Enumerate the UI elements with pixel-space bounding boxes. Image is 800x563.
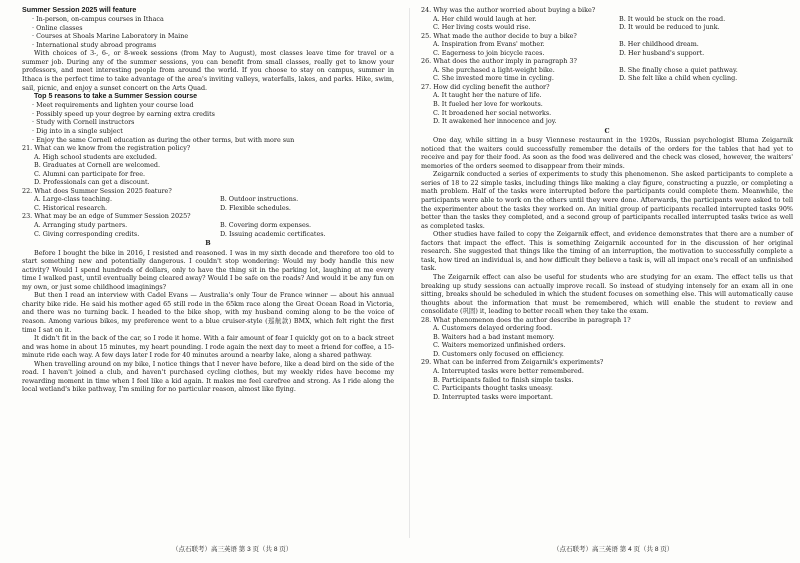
answer-option[interactable]: B. Her childhood dream. (619, 40, 699, 49)
list-item: · Online classes (32, 24, 394, 33)
answer-option[interactable]: C. Alumni can participate for free. (34, 169, 146, 178)
right-page (421, 6, 793, 401)
passage-paragraph: The Zeigarnik effect can also be useful for students who are studying for an exam. The effect tells us that breaking up study sessions can actually improve recall. So instead of studying intensely for an exam all in one sitting, breaks should be scheduled in which the student focuses on something else. This will automatically cause thoughts about the information that must be remembered, which will enable the student to review and consolidate (巩固) it, leading to better recall when they take the exam. (421, 272, 793, 316)
answer-option[interactable]: B. She finally chose a quiet pathway. (619, 65, 738, 74)
list-item: · In-person, on-campus courses in Ithaca (32, 15, 394, 24)
summer-session-heading: Summer Session 2025 will feature (22, 6, 137, 14)
answer-option[interactable]: D. It awakened her innocence and joy. (433, 117, 557, 126)
question-24 (421, 6, 793, 32)
list-item: · International study abroad programs (32, 41, 394, 50)
passage-paragraph: Other studies have failed to copy the Zeigarnik effect, and evidence demonstrates that there are a number of factors that impact the effect. This is something Zeigarnik accounted for in the discussion of her original research. She suggested that things like the timing of an interruption, the motivation to successfully complete a task, how tired an individual is, and how difficult they believe a task is, will all impact one's recall of an unfinished task. (421, 230, 793, 273)
answer-option[interactable]: D. Interrupted tasks were important. (433, 392, 553, 401)
question-stem: 24. Why was the author worried about buying a bike? (421, 6, 596, 14)
question-stem: 21. What can we know from the registration policy? (22, 144, 191, 153)
answer-option[interactable]: A. She purchased a light-weight bike. (433, 65, 555, 74)
answer-option[interactable]: D. Flexible schedules. (220, 203, 291, 212)
left-page (22, 6, 394, 394)
question-stem: 27. How did cycling benefit the author? (421, 82, 550, 91)
question-stem: 22. What does Summer Session 2025 feature? (22, 186, 172, 195)
answer-option[interactable]: C. Historical research. (34, 203, 108, 212)
question-23 (22, 212, 394, 238)
list-item: · Study with Cornell instructors (32, 118, 394, 127)
passage-paragraph: It didn't fit in the back of the car, so I rode it home. With a fair amount of fear I quickly got on to a back street and was home in about 15 minutes, my heart pounding. I rode again the next day to meet a friend for coffee, a 15-minute ride each way. A few days later I rode for 40 minutes around a nearby lake, along a shared pathway. (22, 334, 394, 360)
answer-option[interactable]: C. Waiters memorized unfinished orders. (433, 341, 566, 350)
question-28 (421, 316, 793, 359)
answer-option[interactable]: B. Graduates at Cornell are welcomed. (34, 161, 160, 170)
answer-option[interactable]: A. It taught her the nature of life. (433, 91, 542, 100)
answer-option[interactable]: B. Covering dorm expenses. (220, 220, 312, 229)
question-21 (22, 144, 394, 187)
question-27 (421, 83, 793, 126)
answer-option[interactable]: A. Customers delayed ordering food. (433, 324, 553, 333)
question-26 (421, 57, 793, 83)
list-item: · Dig into in a single subject (32, 127, 394, 136)
question-stem: 28. What phenomenon does the author describe in paragraph 1? (421, 315, 631, 324)
passage-paragraph: One day, while sitting in a busy Viennese restaurant in the 1920s, Russian psychologist Bluma Zeigarnik noticed that the waiters could successfully remember the details of the orders for the tables that had yet to receive and pay for their food. As soon as the food was delivered and the check was closed, however, the waiters' memories of the orders seemed to disappear from their minds. (421, 136, 793, 170)
answer-option[interactable]: B. Participants failed to finish simple tasks. (433, 375, 574, 384)
answer-option[interactable]: D. Issuing academic certificates. (220, 229, 326, 238)
answer-option[interactable]: B. Waiters had a bad instant memory. (433, 332, 555, 341)
summer-session-paragraph: With choices of 3-, 6-, or 8-week sessions (from May to August), most classes leave time for travel or a summer job. During any of the summer sessions, you can benefit from small classes, really get to know your professors, and meet interesting people from around the world. If you choose to stay on campus, summer in Ithaca is the perfect time to take advantage of the area's inviting valleys, waterfalls, lakes, and parks. Hike, swim, sail, picnic, and enjoy a sunset concert on the Arts Quad. (22, 49, 394, 92)
passage-paragraph: But then I read an interview with Cadel Evans — Australia's only Tour de France winner — about his annual charity bike ride. He said his mother aged 65 still rode in the 65km race along the Great Ocean Road in Victoria, and there was no turning back. I headed to the bike shop, with my husband coming along to be the voice of reason. Among various bikes, my preference went to a blue cruiser-style (巡航款) BMX, which felt right the first time I sat on it. (22, 291, 394, 334)
question-29 (421, 358, 793, 401)
answer-option[interactable]: A. Arranging study partners. (34, 220, 128, 229)
answer-option[interactable]: D. Professionals can get a discount. (34, 178, 150, 187)
summer-feature-list (22, 15, 394, 49)
answer-option[interactable]: C. Participants thought tasks uneasy. (433, 384, 553, 393)
answer-option[interactable]: A. Interrupted tasks were better remembered. (433, 366, 584, 375)
answer-option[interactable]: C. It broadened her social networks. (433, 108, 552, 117)
answer-option[interactable]: C. Her living costs would rise. (433, 23, 531, 32)
section-b-heading: B (205, 239, 211, 248)
question-stem: 29. What can be inferred from Zeigarnik's experiments? (421, 358, 604, 367)
question-22 (22, 187, 394, 213)
answer-option[interactable]: B. It would be stuck on the road. (619, 14, 726, 23)
question-stem: 23. What may be an edge of Summer Session 2025? (22, 212, 191, 221)
list-item: · Enjoy the same Cornell education as during the other terms, but with more sun (32, 136, 394, 145)
answer-option[interactable]: C. Giving corresponding credits. (34, 229, 140, 238)
top-reasons-heading: Top 5 reasons to take a Summer Session course (34, 92, 198, 101)
passage-paragraph: When travelling around on my bike, I notice things that I never have before, like a dead bird on the side of the road. I haven't joined a club, and haven't purchased cycling clothes, but my weekly rides have become my rewarding moment in time when I feel like a kid again. It makes me feel carefree and strong. As I ride along the local wetland's bike pathway, I'm smiling for no particular reason, almost like flying. (22, 359, 394, 394)
answer-option[interactable]: A. Inspiration from Evans' mother. (433, 40, 545, 49)
answer-option[interactable]: A. Her child would laugh at her. (433, 14, 537, 23)
answer-option[interactable]: B. Outdoor instructions. (220, 195, 299, 204)
list-item: · Meet requirements and lighten your course load (32, 101, 394, 110)
question-stem: 26. What does the author imply in paragraph 3? (421, 57, 577, 66)
list-item: · Courses at Shoals Marine Laboratory in Maine (32, 32, 394, 41)
reasons-list (22, 101, 394, 144)
question-25 (421, 32, 793, 58)
list-item: · Possibly speed up your degree by earning extra credits (32, 110, 394, 119)
page-divider (409, 8, 410, 538)
page-footer-left: （点石联考）高三英语 第 3 页（共 8 页） (172, 546, 293, 553)
answer-option[interactable]: A. Large-class teaching. (34, 195, 112, 204)
page-footer-right: （点石联考）高三英语 第 4 页（共 8 页） (553, 546, 674, 553)
answer-option[interactable]: C. She invested more time in cycling. (433, 74, 554, 83)
answer-option[interactable]: D. It would be reduced to junk. (619, 23, 720, 32)
passage-paragraph: Before I bought the bike in 2016, I resisted and reasoned. I was in my sixth decade and therefore too old to start something new and potentially dangerous. I couldn't stop wondering: Would my body handle this new activity? Would I spend hundreds of dollars, only to have the thing sit in the parking lot, laughing at me every time I walked past, until eventually being cleared away? Would I be safe on the roads? And would it be any fun on my own, or just some childhood imaginings? (22, 248, 394, 291)
answer-option[interactable]: D. Customers only focused on efficiency. (433, 349, 564, 358)
section-c-heading: C (604, 126, 610, 135)
question-stem: 25. What made the author decide to buy a bike? (421, 31, 577, 40)
answer-option[interactable]: D. She felt like a child when cycling. (619, 74, 738, 83)
answer-option[interactable]: A. High school students are excluded. (34, 152, 157, 161)
passage-paragraph: Zeigarnik conducted a series of experiments to study this phenomenon. She asked participants to complete a series of 18 to 22 simple tasks, including things like making a clay figure, constructing a puzzle, or completing a math problem. Half of the tasks were interrupted before the participants could complete them. Meanwhile, the participants were able to work on the others until they were done. Afterwards, the participants were asked to tell the experimenter about the tasks they worked on. An initial group of participants recalled interrupted tasks 90% better than the tasks they completed, and a second group of participants recalled interrupted tasks twice as well as completed tasks. (421, 170, 793, 230)
answer-option[interactable]: B. It fueled her love for workouts. (433, 100, 543, 109)
answer-option[interactable]: C. Eagerness to join bicycle races. (433, 48, 545, 57)
answer-option[interactable]: D. Her husband's support. (619, 48, 705, 57)
